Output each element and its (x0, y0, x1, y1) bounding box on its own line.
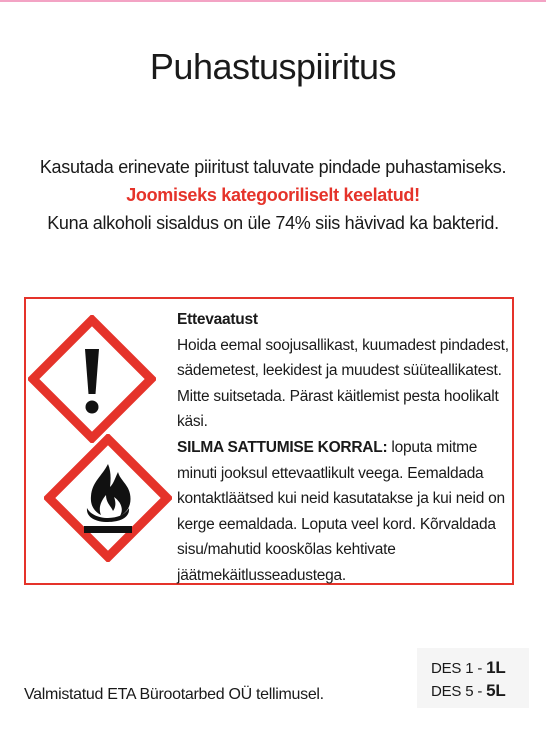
eye-contact-text: loputa mitme minuti jooksul ettevaatlikult veega. Eemaldada kontaktläätsed kui neid kasutatakse ja kui neid on kerge eemaldada. Loputa veel kord. Kõrvaldada sisu/mahutid kooskõlas kehtivate jäätmekäitlusseadustega. (177, 438, 505, 584)
manufacturer-note: Valmistatud ETA Bürootarbed OÜ tellimusel. (24, 686, 324, 703)
eye-contact-paragraph (177, 435, 513, 589)
flame-icon (44, 434, 172, 562)
hazard-pictograms (26, 299, 176, 585)
intro-text (0, 153, 546, 237)
eye-contact-lead: SILMA SATTUMISE KORRAL: (177, 438, 388, 456)
des1-volume: 1L (486, 658, 506, 677)
drinking-warning: Joomiseks kategooriliselt keelatud! (126, 185, 420, 205)
top-accent-line (0, 0, 546, 2)
precautionary-text (177, 307, 513, 589)
product-codes (417, 648, 529, 708)
des1-line (431, 658, 506, 678)
hazard-box (24, 297, 514, 585)
usage-text: Kasutada erinevate piiritust taluvate pindade puhastamiseks. (39, 157, 507, 177)
des5-volume: 5L (486, 681, 506, 700)
alcohol-info: Kuna alkoholi sisaldus on üle 74% siis hävivad ka bakterid. (47, 213, 499, 233)
precaution-paragraph: Hoida eemal soojusallikast, kuumadest pindadest, sädemetest, leekidest ja muudest süüteallikatest. Mitte suitsetada. Pärast käitlemist pesta hoolikalt käsi. (177, 336, 509, 431)
product-title: Puhastuspiiritus (149, 46, 397, 87)
des1-code: DES 1 - (431, 660, 487, 677)
des5-code: DES 5 - (431, 683, 487, 700)
caution-heading: Ettevaatust (177, 311, 258, 328)
exclamation-mark-icon (28, 315, 156, 443)
des5-line (431, 681, 506, 701)
